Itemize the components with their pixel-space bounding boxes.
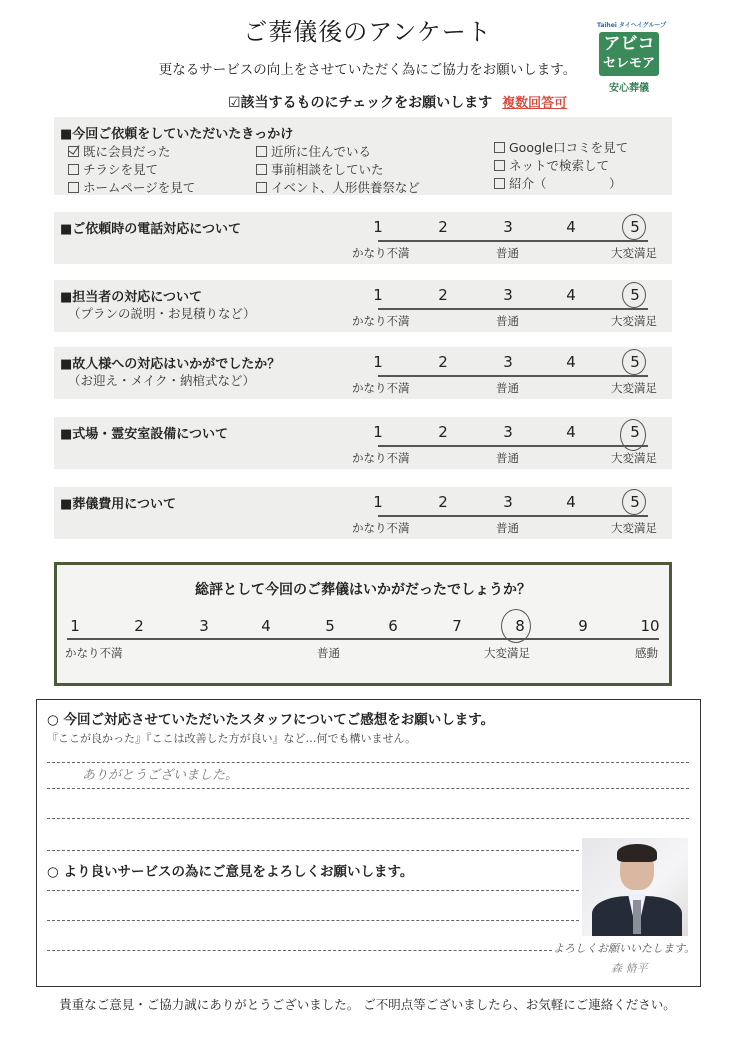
overall-rating-panel: [54, 562, 672, 686]
label-10: 感動: [635, 646, 658, 660]
rating-5-selected[interactable]: 5: [630, 423, 640, 441]
question-heading: ■ご依頼時の電話対応について: [60, 222, 242, 237]
label-1: かなり不満: [65, 646, 123, 660]
rating-1[interactable]: 1: [373, 493, 383, 511]
rating-2[interactable]: 2: [438, 353, 448, 371]
label-high: 大変満足: [611, 451, 657, 465]
answer-line: [47, 850, 579, 851]
label-5: 普通: [317, 646, 340, 660]
checkbox-icon[interactable]: [68, 164, 79, 175]
rating-scale: [352, 493, 657, 553]
option-web-search[interactable]: ネットで検索して: [494, 156, 609, 174]
scale-line: [67, 638, 659, 640]
label-8: 大変満足: [484, 646, 530, 660]
rating-phone-panel: [54, 212, 672, 264]
overall-rating-10[interactable]: 10: [640, 617, 660, 635]
answer-line: [47, 762, 689, 763]
checkbox-checked-icon[interactable]: [68, 146, 79, 157]
photo-tie: [633, 900, 641, 934]
overall-rating-2[interactable]: 2: [134, 617, 144, 635]
page-title: ご葬儀後のアンケート: [243, 18, 492, 46]
option-referral[interactable]: 紹介（ ）: [494, 174, 622, 192]
checkbox-icon[interactable]: [68, 182, 79, 193]
checkbox-icon[interactable]: [256, 182, 267, 193]
overall-rating-9[interactable]: 9: [578, 617, 588, 635]
answer-line: [47, 788, 689, 789]
label-mid: 普通: [496, 451, 519, 465]
label-high: 大変満足: [611, 521, 657, 535]
label-mid: 普通: [496, 381, 519, 395]
rating-1[interactable]: 1: [373, 353, 383, 371]
rating-scale: [352, 423, 657, 483]
rating-3[interactable]: 3: [503, 286, 513, 304]
rating-4[interactable]: 4: [566, 423, 576, 441]
company-logo: [597, 20, 667, 94]
staff-feedback-answer[interactable]: ありがとうございました。: [82, 768, 239, 783]
logo-group-name: Taihei タイヘイグループ: [597, 22, 667, 29]
rating-1[interactable]: 1: [373, 423, 383, 441]
question-heading: ■担当者の対応について: [60, 290, 203, 305]
rating-5-selected[interactable]: 5: [630, 353, 640, 371]
answer-line: [47, 818, 689, 819]
question-heading: ■故人様への対応はいかがでしたか？: [60, 357, 281, 372]
option-event[interactable]: イベント、人形供養祭など: [256, 178, 420, 196]
scale-line: [378, 240, 648, 242]
rating-scale: [352, 353, 657, 413]
label-low: かなり不満: [352, 451, 410, 465]
option-neighbor[interactable]: 近所に住んでいる: [256, 142, 371, 160]
staff-feedback-heading: ○ 今回ご対応させていただいたスタッフについてご感想をお願いします。: [47, 712, 495, 728]
rating-1[interactable]: 1: [373, 218, 383, 236]
question-heading: ■今回ご依頼をしていただいたきっかけ: [60, 127, 294, 142]
checkbox-icon[interactable]: [256, 146, 267, 157]
checkbox-icon[interactable]: [256, 164, 267, 175]
rating-3[interactable]: 3: [503, 493, 513, 511]
checkbox-icon[interactable]: [494, 160, 505, 171]
label-high: 大変満足: [611, 381, 657, 395]
scale-line: [378, 515, 648, 517]
label-mid: 普通: [496, 314, 519, 328]
rating-2[interactable]: 2: [438, 493, 448, 511]
option-homepage[interactable]: ホームページを見て: [68, 178, 195, 196]
selection-circle-icon: [622, 282, 646, 308]
overall-question: 総評として今回のご葬儀はいかがだったでしょうか？: [195, 582, 531, 598]
overall-rating-6[interactable]: 6: [388, 617, 398, 635]
rating-facility-panel: [54, 417, 672, 469]
question-heading: ■式場・霊安室設備について: [60, 427, 229, 442]
multiple-answers-note: 複数回答可: [502, 96, 568, 111]
label-high: 大変満足: [611, 314, 657, 328]
overall-rating-8-selected[interactable]: 8: [515, 617, 525, 635]
question-heading: ■葬儀費用について: [60, 497, 177, 512]
label-mid: 普通: [496, 246, 519, 260]
rating-cost-panel: [54, 487, 672, 539]
label-low: かなり不満: [352, 314, 410, 328]
checkbox-icon[interactable]: [494, 142, 505, 153]
page-subtitle: 更なるサービスの向上をさせていただく為にご協力をお願いします。: [158, 62, 577, 78]
rating-4[interactable]: 4: [566, 353, 576, 371]
staff-photo: [582, 838, 688, 936]
option-google-reviews[interactable]: Google口コミを見て: [494, 138, 628, 156]
instruction: [228, 92, 567, 112]
instruction-text: ☑該当するものにチェックをお願いします: [228, 95, 493, 111]
rating-5-selected[interactable]: 5: [630, 493, 640, 511]
label-low: かなり不満: [352, 246, 410, 260]
overall-rating-1[interactable]: 1: [70, 617, 80, 635]
option-member[interactable]: 既に会員だった: [68, 142, 171, 160]
answer-line[interactable]: [47, 920, 579, 921]
question-note: （プランの説明・お見積りなど）: [68, 306, 256, 321]
scale-line: [378, 308, 648, 310]
logo-tagline: 安心葬儀: [609, 83, 649, 94]
rating-scale: [352, 218, 657, 278]
rating-2[interactable]: 2: [438, 286, 448, 304]
rating-staff-panel: [54, 280, 672, 332]
question-note: （お迎え・メイク・納棺式など）: [68, 373, 256, 388]
checkbox-icon[interactable]: [494, 178, 505, 189]
rating-2[interactable]: 2: [438, 423, 448, 441]
logo-line-1: アビコ: [603, 34, 655, 54]
rating-3[interactable]: 3: [503, 353, 513, 371]
rating-5-selected[interactable]: 5: [630, 286, 640, 304]
label-high: 大変満足: [611, 246, 657, 260]
selection-circle-icon: [622, 349, 646, 375]
photo-hair: [617, 844, 657, 862]
overall-rating-5[interactable]: 5: [325, 617, 335, 635]
overall-rating-3[interactable]: 3: [199, 617, 209, 635]
staff-message: よろしくお願いいたします。: [553, 942, 696, 955]
rating-3[interactable]: 3: [503, 423, 513, 441]
scale-line: [378, 445, 648, 447]
selection-circle-icon: [622, 214, 646, 240]
overall-rating-4[interactable]: 4: [261, 617, 271, 635]
answer-line[interactable]: [47, 950, 552, 951]
answer-line[interactable]: [47, 890, 579, 891]
label-mid: 普通: [496, 521, 519, 535]
rating-2[interactable]: 2: [438, 218, 448, 236]
label-low: かなり不満: [352, 381, 410, 395]
overall-rating-7[interactable]: 7: [452, 617, 462, 635]
staff-name: 森 脩平: [611, 962, 648, 975]
service-feedback-heading: ○ より良いサービスの為にご意見をよろしくお願いします。: [47, 864, 414, 880]
question-reason-panel: [54, 117, 672, 195]
logo-badge: [599, 32, 659, 76]
scale-line: [378, 375, 648, 377]
footer-thanks: 貴重なご意見・ご協力誠にありがとうございました。 ご不明点等ございましたら、お気軽にご連絡ください。: [59, 997, 676, 1012]
rating-4[interactable]: 4: [566, 218, 576, 236]
staff-feedback-hint: 『ここが良かった』『ここは改善した方が良い』など…何でも構いません。: [47, 732, 417, 745]
label-low: かなり不満: [352, 521, 410, 535]
option-flyer[interactable]: チラシを見て: [68, 160, 158, 178]
rating-5-selected[interactable]: 5: [630, 218, 640, 236]
rating-4[interactable]: 4: [566, 493, 576, 511]
logo-line-2: セレモア: [602, 56, 655, 71]
selection-circle-icon: [622, 489, 646, 515]
rating-1[interactable]: 1: [373, 286, 383, 304]
option-consultation[interactable]: 事前相談をしていた: [256, 160, 384, 178]
rating-deceased-care-panel: [54, 347, 672, 399]
rating-4[interactable]: 4: [566, 286, 576, 304]
rating-3[interactable]: 3: [503, 218, 513, 236]
rating-scale: [352, 286, 657, 346]
